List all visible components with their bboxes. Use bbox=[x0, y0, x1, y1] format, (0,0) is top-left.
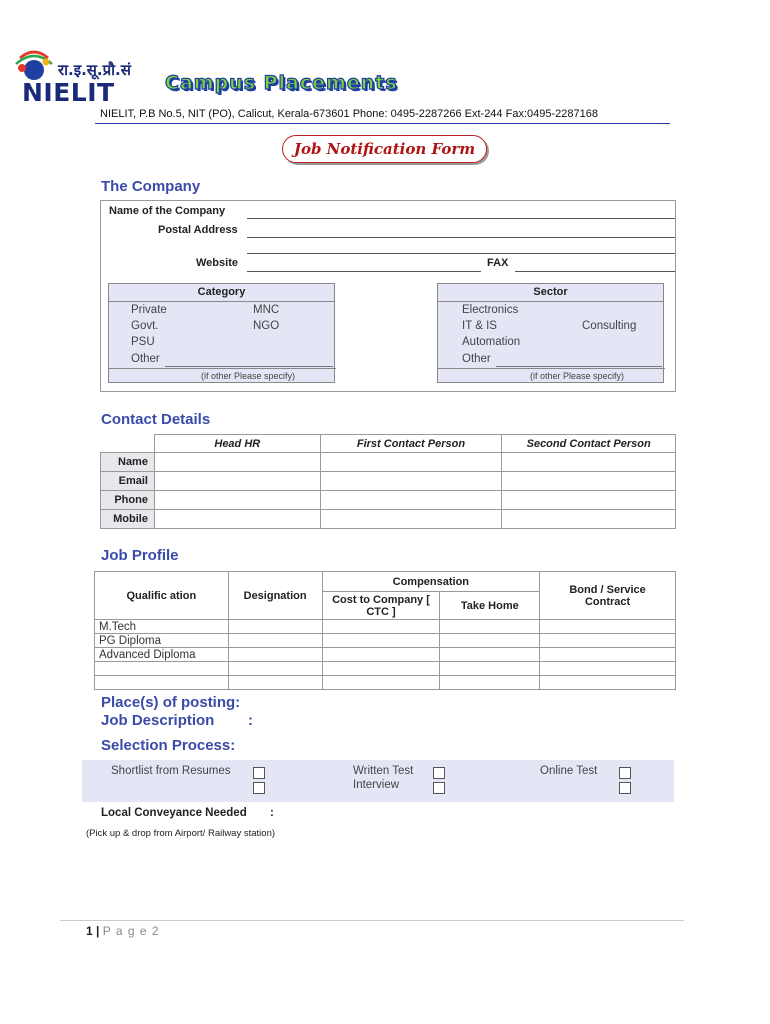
contact-cell[interactable] bbox=[154, 453, 320, 472]
category-other-field[interactable] bbox=[165, 366, 333, 367]
contact-corner-cell bbox=[101, 435, 155, 453]
category-heading: Category bbox=[109, 284, 334, 302]
contact-cell[interactable] bbox=[154, 491, 320, 510]
category-option-psu[interactable]: PSU bbox=[131, 336, 155, 348]
job-cell[interactable] bbox=[540, 676, 676, 690]
contact-table bbox=[100, 434, 676, 529]
contact-col-head-hr: Head HR bbox=[154, 435, 320, 453]
category-option-govt[interactable]: Govt. bbox=[131, 320, 159, 332]
job-row-qualification: M.Tech bbox=[95, 620, 229, 634]
sector-other-field[interactable] bbox=[496, 366, 662, 367]
header-title: Campus Placements bbox=[165, 72, 398, 94]
job-cell[interactable] bbox=[440, 634, 540, 648]
job-description-label: Job Description bbox=[101, 712, 215, 729]
shortlist-label: Shortlist from Resumes bbox=[111, 765, 231, 777]
sector-option-it-is[interactable]: IT & IS bbox=[462, 320, 497, 332]
contact-cell[interactable] bbox=[320, 510, 502, 529]
job-cell[interactable] bbox=[540, 634, 676, 648]
sector-heading: Sector bbox=[438, 284, 663, 302]
job-cell[interactable] bbox=[228, 634, 322, 648]
contact-row-email: Email bbox=[101, 472, 155, 491]
interview-label: Interview bbox=[353, 779, 400, 791]
job-row-qualification: PG Diploma bbox=[95, 634, 229, 648]
written-test-checkbox[interactable] bbox=[433, 767, 445, 779]
sector-option-consulting[interactable]: Consulting bbox=[582, 320, 637, 332]
sector-option-electronics[interactable]: Electronics bbox=[462, 304, 519, 316]
job-col-qualification bbox=[95, 572, 229, 620]
job-section-title: Job Profile bbox=[101, 547, 179, 564]
job-col-designation: Designation bbox=[228, 572, 322, 620]
logo-name: NIELIT bbox=[22, 78, 115, 107]
selection-box bbox=[82, 760, 674, 802]
job-cell[interactable] bbox=[228, 676, 322, 690]
website-label: Website bbox=[196, 257, 238, 269]
sector-divider bbox=[438, 368, 665, 369]
job-cell[interactable] bbox=[322, 634, 440, 648]
written-test-label: Written Test bbox=[353, 765, 414, 777]
category-option-private[interactable]: Private bbox=[131, 304, 167, 316]
form-title-box bbox=[282, 135, 487, 163]
interview-checkbox[interactable] bbox=[433, 782, 445, 794]
job-cell[interactable] bbox=[540, 620, 676, 634]
job-cell[interactable] bbox=[228, 648, 322, 662]
online-test-checkbox[interactable] bbox=[619, 767, 631, 779]
postal-address-field-1[interactable] bbox=[247, 237, 675, 238]
shortlist-checkbox[interactable] bbox=[253, 767, 265, 779]
job-col-bond bbox=[540, 572, 676, 620]
contact-cell[interactable] bbox=[320, 472, 502, 491]
job-row-qualification[interactable] bbox=[95, 662, 229, 676]
footer-rule bbox=[60, 920, 684, 921]
contact-cell[interactable] bbox=[320, 453, 502, 472]
contact-row-phone: Phone bbox=[101, 491, 155, 510]
job-col-take-home: Take Home bbox=[440, 592, 540, 620]
contact-col-first: First Contact Person bbox=[320, 435, 502, 453]
page-footer bbox=[86, 924, 160, 938]
category-option-other[interactable]: Other bbox=[131, 353, 160, 365]
page-separator: | bbox=[96, 924, 100, 938]
qualification-label: Qualific ation bbox=[126, 589, 197, 602]
sector-box bbox=[437, 283, 664, 383]
shortlist-checkbox-2[interactable] bbox=[253, 782, 265, 794]
job-cell[interactable] bbox=[322, 662, 440, 676]
contact-cell[interactable] bbox=[320, 491, 502, 510]
job-row-qualification: Advanced Diploma bbox=[95, 648, 229, 662]
job-cell[interactable] bbox=[322, 648, 440, 662]
contact-row-name: Name bbox=[101, 453, 155, 472]
contact-cell[interactable] bbox=[154, 472, 320, 491]
contact-section-title: Contact Details bbox=[101, 411, 211, 428]
job-cell[interactable] bbox=[440, 676, 540, 690]
job-cell[interactable] bbox=[228, 662, 322, 676]
job-cell[interactable] bbox=[540, 662, 676, 676]
header-address: NIELIT, P.B No.5, NIT (PO), Calicut, Kerala-673601 Phone: 0495-2287266 Ext-244 Fax:0495-2287168 bbox=[100, 108, 598, 120]
form-title: Job Notification Form bbox=[293, 140, 476, 158]
page-text: P a g e 2 bbox=[102, 924, 160, 938]
contact-cell[interactable] bbox=[502, 510, 676, 529]
job-col-ctc bbox=[322, 592, 440, 620]
contact-cell[interactable] bbox=[502, 472, 676, 491]
category-option-mnc[interactable]: MNC bbox=[253, 304, 280, 316]
job-cell[interactable] bbox=[322, 676, 440, 690]
job-cell[interactable] bbox=[440, 648, 540, 662]
category-box bbox=[108, 283, 335, 383]
logo-hindi-text: रा.इ.सू.प्रौ.सं bbox=[58, 61, 131, 79]
job-row-qualification[interactable] bbox=[95, 676, 229, 690]
category-divider bbox=[109, 368, 336, 369]
job-cell[interactable] bbox=[540, 648, 676, 662]
job-profile-table bbox=[94, 571, 676, 690]
contact-cell[interactable] bbox=[502, 453, 676, 472]
category-specify-note: (if other Please specify) bbox=[201, 371, 296, 381]
contact-cell[interactable] bbox=[502, 491, 676, 510]
job-description-colon: : bbox=[248, 712, 253, 729]
company-name-field[interactable] bbox=[247, 218, 675, 219]
conveyance-note: (Pick up & drop from Airport/ Railway station) bbox=[86, 828, 276, 839]
company-box bbox=[100, 200, 676, 392]
postal-address-label: Postal Address bbox=[158, 224, 238, 236]
online-test-checkbox-2[interactable] bbox=[619, 782, 631, 794]
job-col-compensation: Compensation bbox=[322, 572, 540, 592]
website-field[interactable] bbox=[247, 271, 481, 272]
company-section-title: The Company bbox=[101, 178, 201, 195]
job-cell[interactable] bbox=[440, 620, 540, 634]
sector-option-other[interactable]: Other bbox=[462, 353, 491, 365]
fax-field[interactable] bbox=[515, 271, 675, 272]
contact-col-second: Second Contact Person bbox=[502, 435, 676, 453]
fax-label: FAX bbox=[487, 257, 509, 269]
online-test-label: Online Test bbox=[540, 765, 598, 777]
category-option-ngo[interactable]: NGO bbox=[253, 320, 280, 332]
sector-specify-note: (if other Please specify) bbox=[530, 371, 625, 381]
header-rule bbox=[95, 123, 670, 124]
conveyance-colon: : bbox=[270, 807, 274, 819]
page-number: 1 bbox=[86, 924, 93, 938]
company-name-label: Name of the Company bbox=[109, 205, 226, 217]
selection-section-title: Selection Process: bbox=[101, 737, 236, 754]
postal-address-field-2[interactable] bbox=[247, 253, 675, 254]
contact-row-mobile: Mobile bbox=[101, 510, 155, 529]
job-cell[interactable] bbox=[440, 662, 540, 676]
job-cell[interactable] bbox=[228, 620, 322, 634]
conveyance-label: Local Conveyance Needed bbox=[101, 807, 247, 819]
contact-cell[interactable] bbox=[154, 510, 320, 529]
ctc-label: Cost to Company [ CTC ] bbox=[332, 593, 430, 618]
job-cell[interactable] bbox=[322, 620, 440, 634]
places-of-posting-label: Place(s) of posting: bbox=[101, 694, 241, 711]
bond-label: Bond / Service Contract bbox=[569, 583, 646, 608]
sector-option-automation[interactable]: Automation bbox=[462, 336, 521, 348]
